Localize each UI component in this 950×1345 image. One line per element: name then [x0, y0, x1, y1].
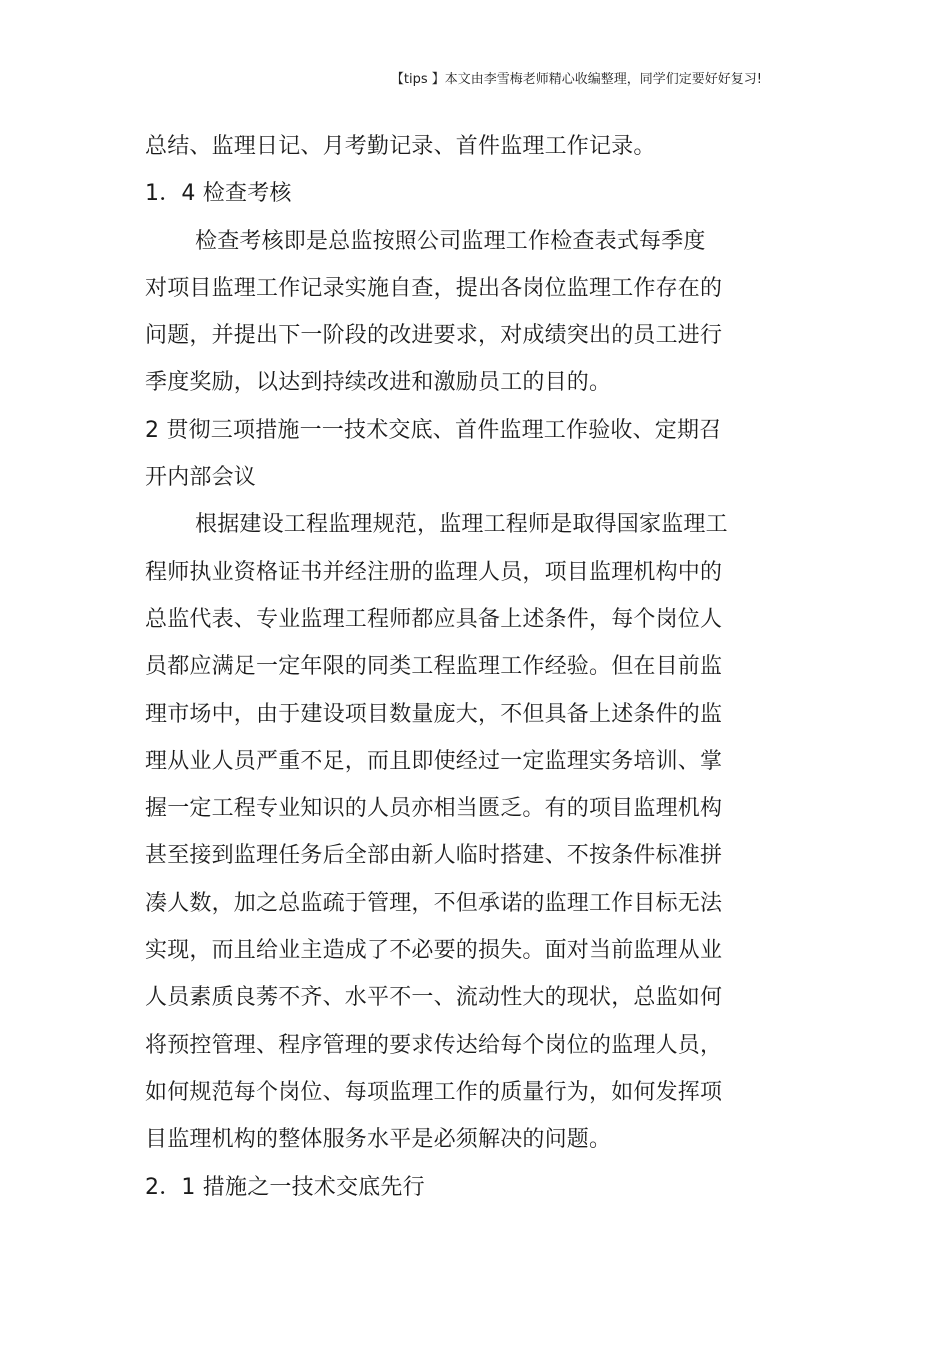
body-line: 理市场中，由于建设项目数量庞大，不但具备上述条件的监	[145, 701, 723, 727]
body-line: 程师执业资格证书并经注册的监理人员，项目监理机构中的	[145, 559, 723, 585]
body-line: 问题，并提出下一阶段的改进要求，对成绩突出的员工进行	[145, 323, 723, 349]
header-note: 【tips 】本文由李雪梅老师精心收编整理，同学们定要好好复习!	[390, 72, 762, 87]
body-line: 对项目监理工作记录实施自查，提出各岗位监理工作存在的	[145, 275, 723, 301]
body-line: 理从业人员严重不足，而且即使经过一定监理实务培训、掌	[145, 748, 723, 774]
document-body	[145, 123, 750, 1211]
body-line: 季度奖励，以达到持续改进和激励员工的目的。	[145, 370, 612, 396]
body-line: 人员素质良莠不齐、水平不一、流动性大的现状，总监如何	[145, 985, 723, 1011]
body-line: 如何规范每个岗位、每项监理工作的质量行为，如何发挥项	[145, 1079, 723, 1105]
body-line: 目监理机构的整体服务水平是必须解决的问题。	[145, 1127, 612, 1153]
body-line: 凑人数，加之总监疏于管理，不但承诺的监理工作目标无法	[145, 890, 723, 916]
body-line: 总结、监理日记、月考勤记录、首件监理工作记录。	[145, 134, 656, 159]
paragraph-first-line: 检查考核即是总监按照公司监理工作检查表式每季度	[195, 228, 706, 254]
body-line: 甚至接到监理任务后全部由新人临时搭建、不按条件标准拼	[145, 843, 723, 869]
body-line: 握一定工程专业知识的人员亦相当匮乏。有的项目监理机构	[145, 796, 723, 822]
section-heading: 1．4 检查考核	[145, 181, 292, 207]
body-line: 将预控管理、程序管理的要求传达给每个岗位的监理人员，	[145, 1032, 723, 1058]
body-line: 员都应满足一定年限的同类工程监理工作经验。但在目前监	[145, 654, 723, 680]
section-heading: 2 贯彻三项措施一一技术交底、首件监理工作验收、定期召	[145, 417, 722, 443]
section-heading: 2．1 措施之一技术交底先行	[145, 1174, 425, 1200]
paragraph-first-line: 根据建设工程监理规范，监理工程师是取得国家监理工	[195, 512, 728, 538]
section-heading-continued: 开内部会议	[145, 465, 257, 491]
body-line: 实现，而且给业主造成了不必要的损失。面对当前监理从业	[145, 938, 723, 964]
body-line: 总监代表、专业监理工程师都应具备上述条件，每个岗位人	[145, 606, 723, 632]
